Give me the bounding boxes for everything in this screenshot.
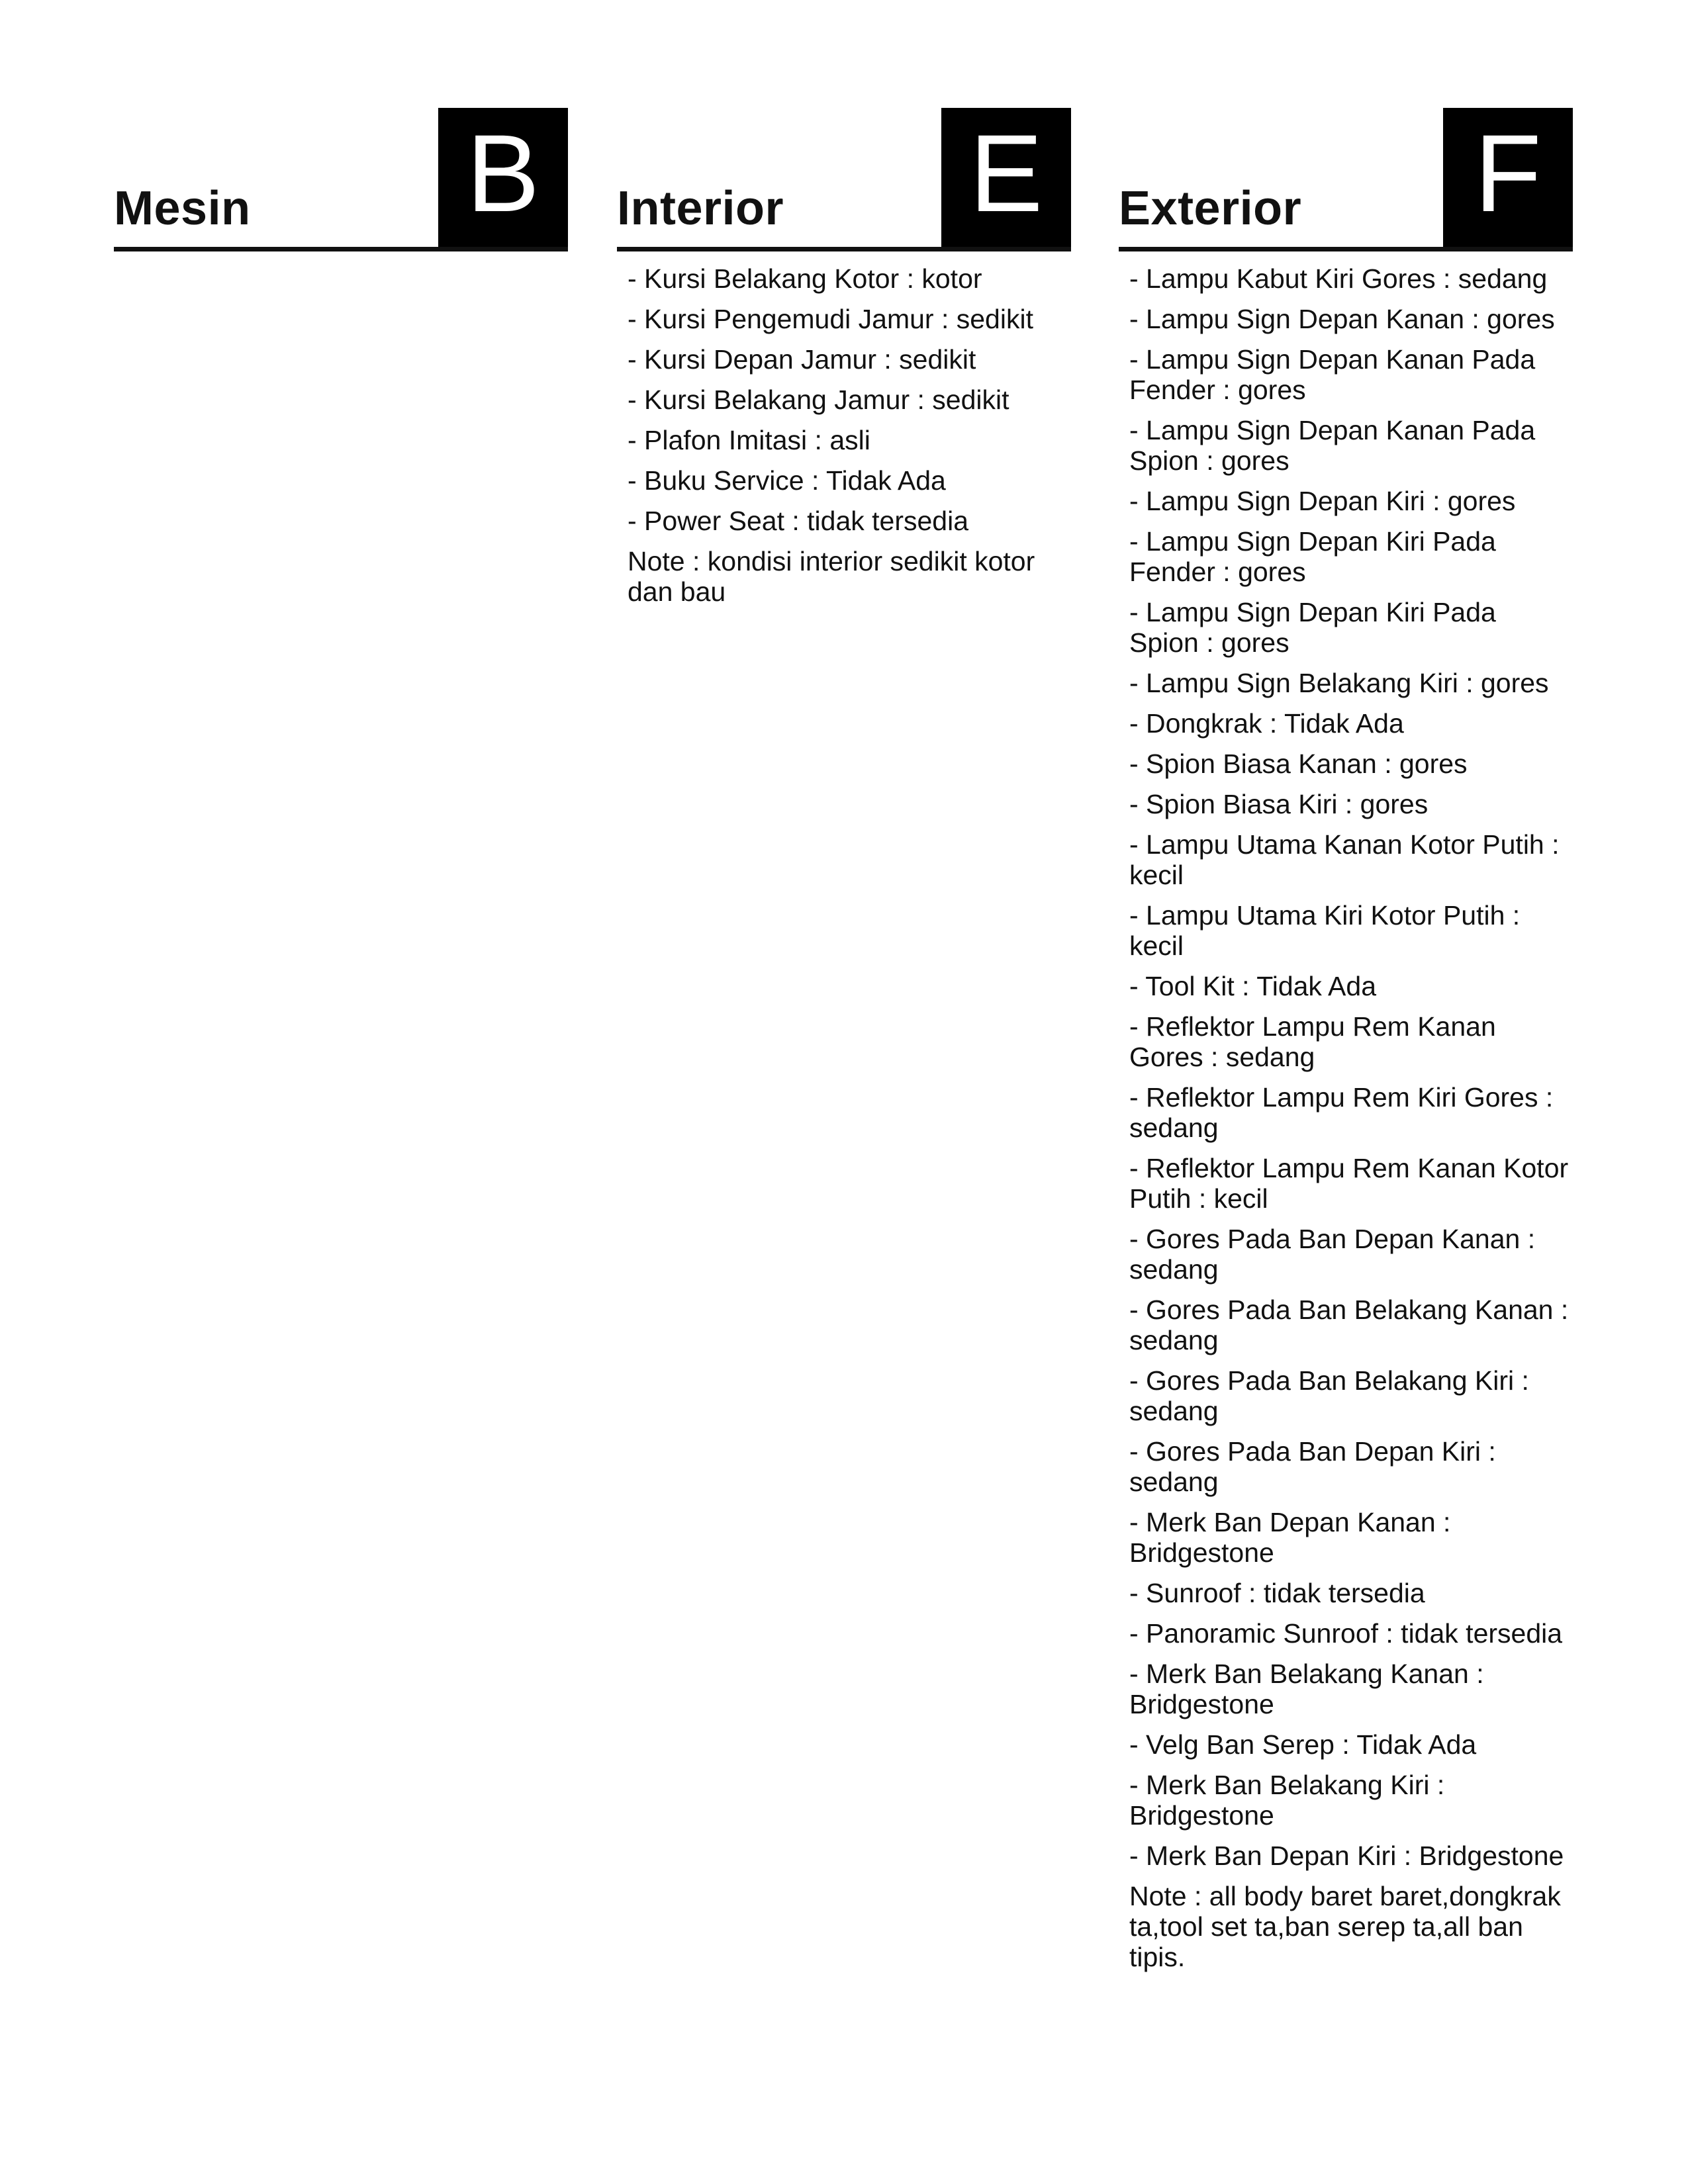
list-item: - Lampu Sign Depan Kanan Pada Fender : gores [1129, 344, 1536, 405]
list-item: - Panoramic Sunroof : tidak tersedia [1129, 1618, 1563, 1649]
list-item: - Lampu Sign Depan Kanan : gores [1129, 304, 1555, 334]
list-item: - Spion Biasa Kiri : gores [1129, 789, 1429, 819]
section-title-mesin: Mesin [114, 182, 251, 235]
list-item: - Kursi Belakang Jamur : sedikit [628, 385, 1009, 415]
list-item: - Reflektor Lampu Rem Kanan Kotor Putih : kecil [1129, 1153, 1569, 1214]
list-item: - Dongkrak : Tidak Ada [1129, 708, 1404, 739]
list-item: - Spion Biasa Kanan : gores [1129, 749, 1468, 779]
list-item: - Lampu Sign Depan Kanan Pada Spion : gores [1129, 415, 1536, 476]
list-item: - Gores Pada Ban Belakang Kiri : sedang [1129, 1365, 1529, 1426]
list-item: - Power Seat : tidak tersedia [628, 506, 969, 536]
section-header-exterior [1119, 108, 1573, 251]
list-item: - Lampu Sign Belakang Kiri : gores [1129, 668, 1549, 698]
section-badge-exterior: F [1443, 108, 1573, 247]
list-item: - Tool Kit : Tidak Ada [1129, 971, 1377, 1001]
section-interior [617, 108, 1071, 607]
note-interior: Note : kondisi interior sedikit kotor dan bau [628, 546, 1035, 607]
note-exterior: Note : all body baret baret,dongkrak ta,tool set ta,ban serep ta,all ban tipis. [1129, 1881, 1561, 1972]
list-item: - Lampu Kabut Kiri Gores : sedang [1129, 263, 1548, 294]
list-item: - Reflektor Lampu Rem Kanan Gores : sedang [1129, 1011, 1496, 1072]
item-list-interior [617, 251, 1071, 536]
list-item: - Lampu Sign Depan Kiri Pada Spion : gores [1129, 597, 1496, 658]
list-item: - Plafon Imitasi : asli [628, 425, 870, 455]
section-header-mesin [114, 108, 568, 251]
section-mesin [114, 108, 568, 263]
list-item: - Kursi Pengemudi Jamur : sedikit [628, 304, 1033, 334]
list-item: - Sunroof : tidak tersedia [1129, 1578, 1425, 1608]
section-header-interior [617, 108, 1071, 251]
list-item: - Velg Ban Serep : Tidak Ada [1129, 1729, 1477, 1760]
section-badge-mesin: B [438, 108, 568, 247]
list-item: - Reflektor Lampu Rem Kiri Gores : sedang [1129, 1082, 1554, 1143]
list-item: - Gores Pada Ban Depan Kanan : sedang [1129, 1224, 1536, 1285]
item-list-exterior [1119, 251, 1573, 1871]
list-item: - Merk Ban Depan Kiri : Bridgestone [1129, 1841, 1564, 1871]
list-item: - Lampu Sign Depan Kiri Pada Fender : gores [1129, 526, 1496, 587]
section-badge-interior: E [941, 108, 1071, 247]
list-item: - Merk Ban Belakang Kiri : Bridgestone [1129, 1770, 1445, 1831]
section-title-interior: Interior [617, 182, 784, 235]
list-item: - Lampu Sign Depan Kiri : gores [1129, 486, 1516, 516]
list-item: - Gores Pada Ban Depan Kiri : sedang [1129, 1436, 1496, 1497]
list-item: - Gores Pada Ban Belakang Kanan : sedang [1129, 1295, 1569, 1355]
list-item: - Lampu Utama Kiri Kotor Putih : kecil [1129, 900, 1521, 961]
list-item: - Kursi Depan Jamur : sedikit [628, 344, 976, 375]
list-item: - Buku Service : Tidak Ada [628, 465, 946, 496]
list-item: - Merk Ban Belakang Kanan : Bridgestone [1129, 1659, 1484, 1719]
section-exterior [1119, 108, 1573, 1972]
section-title-exterior: Exterior [1119, 182, 1302, 235]
list-item: - Lampu Utama Kanan Kotor Putih : kecil [1129, 829, 1560, 890]
list-item: - Merk Ban Depan Kanan : Bridgestone [1129, 1507, 1451, 1568]
list-item: - Kursi Belakang Kotor : kotor [628, 263, 982, 294]
item-list-mesin [114, 251, 568, 263]
